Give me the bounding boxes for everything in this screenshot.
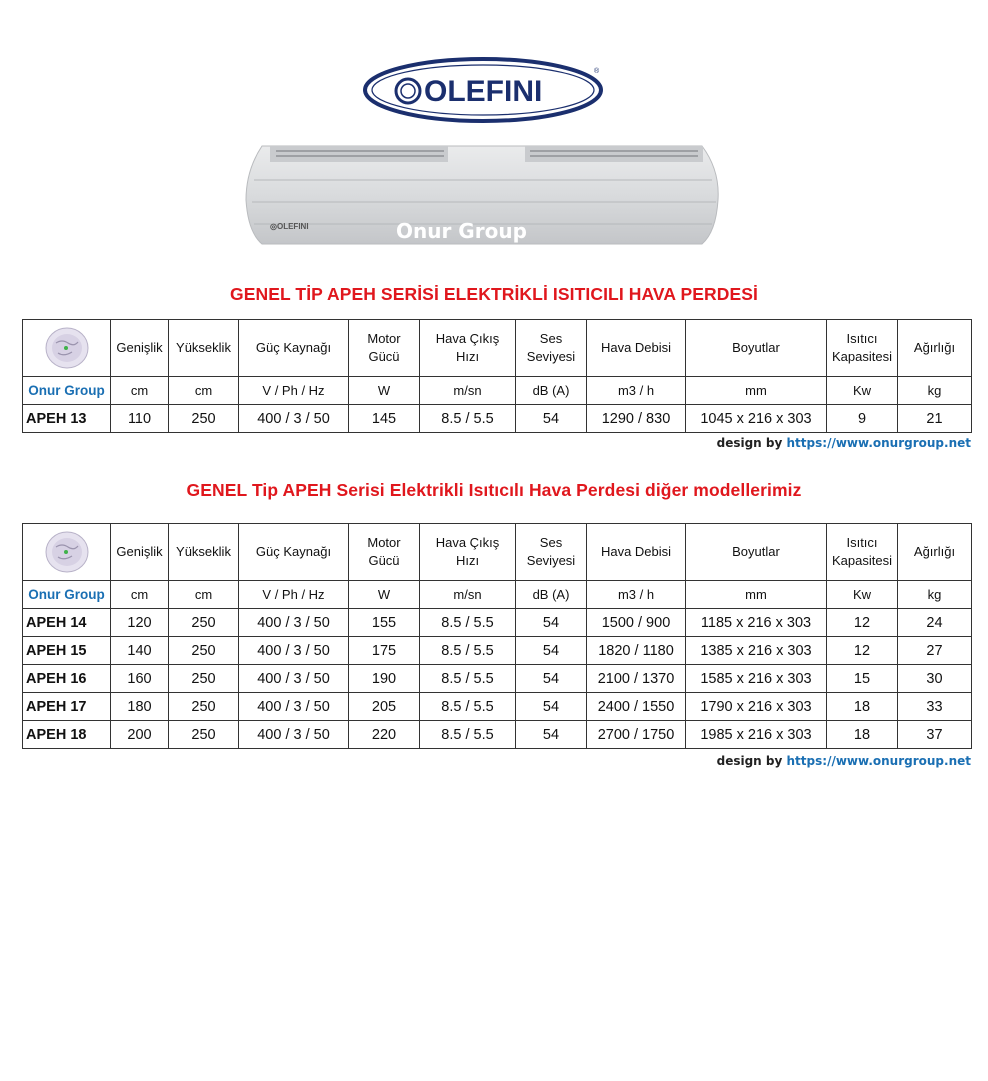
table-cell: 250 (169, 405, 239, 433)
corner-cell (23, 524, 111, 581)
spec-table-apeh-13 (22, 319, 972, 433)
onur-group-watermark: Onur Group (396, 219, 527, 243)
unit-cell: W (349, 377, 420, 405)
table-cell: 54 (516, 609, 587, 637)
table-cell: 250 (169, 693, 239, 721)
corner-label: Onur Group (23, 377, 111, 405)
model-cell: APEH 17 (23, 693, 111, 721)
unit-cell: dB (A) (516, 581, 587, 609)
page-title: GENEL TİP APEH SERİSİ ELEKTRİKLİ ISITICILI HAVA PERDESİ (230, 284, 758, 304)
table-cell: 250 (169, 721, 239, 749)
model-cell: APEH 15 (23, 637, 111, 665)
table-cell: 250 (169, 637, 239, 665)
header-row (23, 524, 972, 581)
table-cell: 180 (111, 693, 169, 721)
table-cell: 12 (827, 637, 898, 665)
col-agirligi: Ağırlığı (898, 320, 972, 377)
units-row (23, 377, 972, 405)
table-cell: 2100 / 1370 (587, 665, 686, 693)
col-hava-cikis-hizi: Hava Çıkış Hızı (420, 320, 516, 377)
table-cell: 2700 / 1750 (587, 721, 686, 749)
unit-cell: m3 / h (587, 581, 686, 609)
col-guc-kaynagi: Güç Kaynağı (239, 524, 349, 581)
table-cell: 175 (349, 637, 420, 665)
table-cell: 400 / 3 / 50 (239, 637, 349, 665)
col-motor-gucu: Motor Gücü (349, 524, 420, 581)
unit-cell: V / Ph / Hz (239, 377, 349, 405)
table-cell: 8.5 / 5.5 (420, 637, 516, 665)
table-cell: 54 (516, 637, 587, 665)
corner-label: Onur Group (23, 581, 111, 609)
unit-cell: Kw (827, 377, 898, 405)
model-cell: APEH 13 (23, 405, 111, 433)
table-cell: 205 (349, 693, 420, 721)
table-cell: 160 (111, 665, 169, 693)
table-cell: 400 / 3 / 50 (239, 405, 349, 433)
table-cell: 400 / 3 / 50 (239, 609, 349, 637)
table-cell: 8.5 / 5.5 (420, 721, 516, 749)
table-row (23, 721, 972, 749)
table-cell: 250 (169, 609, 239, 637)
table-cell: 155 (349, 609, 420, 637)
globe-icon (42, 529, 92, 575)
col-isitici-kapasitesi: Isıtıcı Kapasitesi (827, 524, 898, 581)
table-cell: 27 (898, 637, 972, 665)
unit-cell: cm (169, 377, 239, 405)
col-ses-seviyesi: Ses Seviyesi (516, 320, 587, 377)
unit-cell: mm (686, 377, 827, 405)
table-cell: 54 (516, 665, 587, 693)
col-ses-seviyesi: Ses Seviyesi (516, 524, 587, 581)
unit-cell: kg (898, 581, 972, 609)
logo-text: OLEFINI (424, 75, 543, 108)
table-cell: 250 (169, 665, 239, 693)
table-cell: 8.5 / 5.5 (420, 693, 516, 721)
col-boyutlar: Boyutlar (686, 320, 827, 377)
table-cell: 145 (349, 405, 420, 433)
table-cell: 15 (827, 665, 898, 693)
table-cell: 9 (827, 405, 898, 433)
table-cell: 18 (827, 693, 898, 721)
unit-cell: Kw (827, 581, 898, 609)
table-cell: 400 / 3 / 50 (239, 721, 349, 749)
unit-cell: dB (A) (516, 377, 587, 405)
table-cell: 2400 / 1550 (587, 693, 686, 721)
credit-link[interactable]: https://www.onurgroup.net (786, 436, 971, 450)
units-row (23, 581, 972, 609)
table-row (23, 693, 972, 721)
air-curtain-product-image (240, 140, 725, 250)
table-cell: 21 (898, 405, 972, 433)
header-row (23, 320, 972, 377)
unit-cell: cm (111, 377, 169, 405)
olefini-logo (362, 56, 604, 124)
table-cell: 54 (516, 693, 587, 721)
model-cell: APEH 18 (23, 721, 111, 749)
table-cell: 12 (827, 609, 898, 637)
col-isitici-kapasitesi: Isıtıcı Kapasitesi (827, 320, 898, 377)
col-yukseklik: Yükseklik (169, 524, 239, 581)
unit-cell: cm (111, 581, 169, 609)
col-hava-cikis-hizi: Hava Çıkış Hızı (420, 524, 516, 581)
unit-cell: mm (686, 581, 827, 609)
unit-cell: m/sn (420, 581, 516, 609)
model-cell: APEH 16 (23, 665, 111, 693)
table-cell: 33 (898, 693, 972, 721)
corner-cell (23, 320, 111, 377)
spec-table-other-models (22, 523, 972, 749)
table-cell: 37 (898, 721, 972, 749)
table-cell: 18 (827, 721, 898, 749)
table-cell: 1045 x 216 x 303 (686, 405, 827, 433)
col-hava-debisi: Hava Debisi (587, 524, 686, 581)
table-cell: 30 (898, 665, 972, 693)
col-guc-kaynagi: Güç Kaynağı (239, 320, 349, 377)
table-cell: 140 (111, 637, 169, 665)
unit-cell: W (349, 581, 420, 609)
table-cell: 1585 x 216 x 303 (686, 665, 827, 693)
table-row (23, 637, 972, 665)
col-boyutlar: Boyutlar (686, 524, 827, 581)
table-cell: 1820 / 1180 (587, 637, 686, 665)
unit-cell: kg (898, 377, 972, 405)
unit-cell: V / Ph / Hz (239, 581, 349, 609)
table-cell: 1500 / 900 (587, 609, 686, 637)
table-row (23, 405, 972, 433)
svg-text:◎OLEFINI: ◎OLEFINI (270, 222, 309, 231)
table-cell: 54 (516, 405, 587, 433)
table-cell: 190 (349, 665, 420, 693)
table-cell: 54 (516, 721, 587, 749)
col-motor-gucu: Motor Gücü (349, 320, 420, 377)
table-cell: 1185 x 216 x 303 (686, 609, 827, 637)
col-hava-debisi: Hava Debisi (587, 320, 686, 377)
table-cell: 120 (111, 609, 169, 637)
unit-cell: m3 / h (587, 377, 686, 405)
table-cell: 400 / 3 / 50 (239, 693, 349, 721)
table-row (23, 665, 972, 693)
table-cell: 1985 x 216 x 303 (686, 721, 827, 749)
unit-cell: cm (169, 581, 239, 609)
table-cell: 24 (898, 609, 972, 637)
design-credit: design by https://www.onurgroup.net (716, 754, 971, 768)
col-genislik: Genişlik (111, 524, 169, 581)
design-credit: design by https://www.onurgroup.net (716, 436, 971, 450)
table-cell: 1385 x 216 x 303 (686, 637, 827, 665)
credit-link[interactable]: https://www.onurgroup.net (786, 754, 971, 768)
table-cell: 8.5 / 5.5 (420, 665, 516, 693)
globe-icon (42, 325, 92, 371)
unit-cell: m/sn (420, 377, 516, 405)
section-title-other-models: GENEL Tip APEH Serisi Elektrikli Isıtıcılı Hava Perdesi diğer modellerimiz (186, 480, 802, 500)
col-genislik: Genişlik (111, 320, 169, 377)
table-cell: 200 (111, 721, 169, 749)
table-cell: 1290 / 830 (587, 405, 686, 433)
table-cell: 110 (111, 405, 169, 433)
table-row (23, 609, 972, 637)
table-cell: 400 / 3 / 50 (239, 665, 349, 693)
table-cell: 1790 x 216 x 303 (686, 693, 827, 721)
table-cell: 220 (349, 721, 420, 749)
table-cell: 8.5 / 5.5 (420, 405, 516, 433)
col-yukseklik: Yükseklik (169, 320, 239, 377)
table-cell: 8.5 / 5.5 (420, 609, 516, 637)
model-cell: APEH 14 (23, 609, 111, 637)
svg-text:®: ® (594, 68, 600, 75)
col-agirligi: Ağırlığı (898, 524, 972, 581)
